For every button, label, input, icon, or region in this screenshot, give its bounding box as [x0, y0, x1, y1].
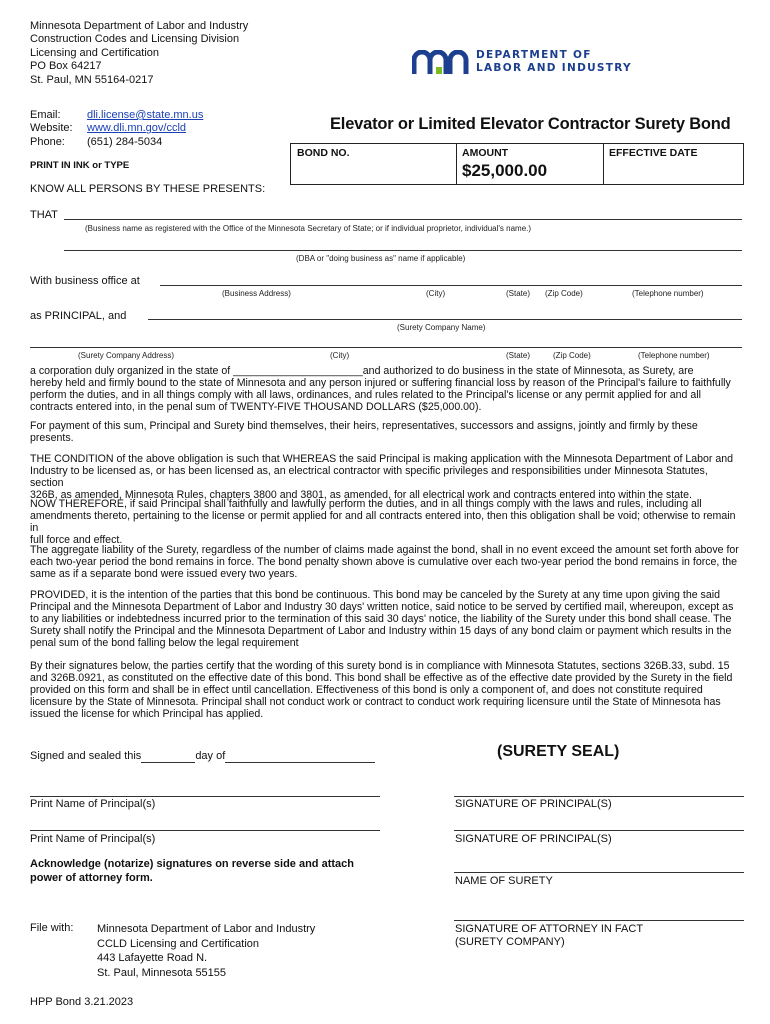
print-name-principal-field-1[interactable] [30, 796, 380, 797]
mn-logo-icon [412, 50, 474, 76]
print-name-principal-label-1: Print Name of Principal(s) [30, 798, 156, 810]
bond-no-field[interactable] [297, 160, 449, 180]
surety-state-caption: (State) [506, 351, 531, 360]
signed-sealed-text: Signed and sealed this day of [30, 750, 375, 763]
amount-value: $25,000.00 [462, 161, 548, 180]
bond-info-table [290, 143, 744, 185]
signature-principal-label-1: SIGNATURE OF PRINCIPAL(S) [455, 798, 612, 810]
acknowledge-note: Acknowledge (notarize) signatures on reverse side and attach power of attorney form. [30, 858, 354, 884]
telephone-caption: (Telephone number) [632, 289, 704, 298]
dli-logo [412, 48, 652, 78]
surety-company-name-field[interactable] [148, 319, 742, 320]
business-name-field[interactable] [64, 219, 742, 220]
signature-principal-field-2[interactable] [454, 830, 744, 831]
know-all-heading: KNOW ALL PERSONS BY THESE PRESENTS: [30, 183, 266, 195]
effective-date-field[interactable] [609, 160, 737, 180]
dba-caption: (DBA or "doing business as" name if applicable) [296, 254, 466, 263]
surety-telephone-caption: (Telephone number) [638, 351, 710, 360]
effective-date-label: EFFECTIVE DATE [609, 147, 698, 159]
state-caption: (State) [506, 289, 531, 298]
contact-info [30, 109, 203, 149]
signature-principal-field-1[interactable] [454, 796, 744, 797]
file-with-address: Minnesota Department of Labor and Industry CCLD Licensing and Certification 443 Lafayette Road N. St. Paul, Minnesota 55155 [97, 923, 316, 979]
as-principal-label: as PRINCIPAL, and [30, 310, 127, 322]
surety-address-field[interactable] [30, 347, 742, 348]
day-field[interactable] [141, 750, 195, 763]
agency-address [30, 20, 248, 87]
address-line: St. Paul, MN 55164-0217 [30, 73, 154, 86]
surety-zip-caption: (Zip Code) [553, 351, 591, 360]
paragraph-now-therefore: NOW THEREFORE, if said Principal shall faithfully and lawfully perform the duties, and in all things comply with the laws and rules, including all amendments thereto, pertaining to the license or permit applied for and all contracts entered into, then this obligation shall be void; otherwise to remain in full force and effect. [30, 498, 736, 546]
that-label: THAT [30, 209, 58, 221]
logo-text-line1: DEPARTMENT OF [476, 49, 592, 61]
print-name-principal-field-2[interactable] [30, 830, 380, 831]
surety-seal-label: (SURETY SEAL) [497, 743, 620, 760]
city-caption: (City) [426, 289, 446, 298]
page-title: Elevator or Limited Elevator Contractor Surety Bond [330, 115, 731, 133]
email-label: Email: [30, 109, 61, 121]
paragraph-condition: THE CONDITION of the above obligation is such that WHEREAS the said Principal is making application with the Minnesota Department of Labor and Industry to be licensed as, or has been licensed as, an electrical contractor with specific privileges and responsibilities under Minnesota Statutes, section 326B, as amended, Minnesota Rules, chapters 3800 and 3801, as amended, for all electrical work and contracts entered into within the state. [30, 453, 734, 501]
dba-field[interactable] [64, 250, 742, 251]
bond-no-label: BOND NO. [297, 147, 350, 159]
address-line: Licensing and Certification [30, 46, 160, 59]
surety-city-caption: (City) [330, 351, 350, 360]
paragraph-payment: For payment of this sum, Principal and Surety bind themselves, their heirs, representatives, successors and assigns, jointly and firmly by these presents. [30, 420, 698, 444]
form-footer: HPP Bond 3.21.2023 [30, 996, 134, 1008]
paragraph-signatures: By their signatures below, the parties certify that the wording of this surety bond is in compliance with Minnesota Statutes, sections 326B.33, subd. 15 and 326B.0921, as constituted on the effective date of this bond. This bond shall be effective as of the effective date provided by the Surety in the field provided on this form and shall be in effect until cancellation. Effectiveness of this bond is only a component of, and does not constitute required licensure by the State of Minnesota. Principal shall not conduct work or contract to conduct work requiring licensure until the State of Minnesota has issued the license for which Principal has applied. [30, 660, 733, 720]
surety-company-name-caption: (Surety Company Name) [397, 323, 486, 332]
business-address-caption: (Business Address) [222, 289, 291, 298]
zip-caption: (Zip Code) [545, 289, 583, 298]
signature-principal-label-2: SIGNATURE OF PRINCIPAL(S) [455, 833, 612, 845]
phone-number: (651) 284-5034 [87, 135, 163, 148]
address-line: PO Box 64217 [30, 60, 102, 73]
name-of-surety-field[interactable] [454, 872, 744, 873]
attorney-in-fact-label: SIGNATURE OF ATTORNEY IN FACT (SURETY COMPANY) [455, 923, 644, 949]
month-field[interactable] [225, 750, 375, 763]
surety-address-caption: (Surety Company Address) [78, 351, 175, 360]
phone-label: Phone: [30, 135, 65, 148]
paragraph-provided: PROVIDED, it is the intention of the parties that this bond be continuous. This bond may be canceled by the Surety at any time upon giving the said Principal and the Minnesota Department of Labor and Industry 30 days' written notice, said notice to be served by certified mail, whereupon, except as to any liabilities or indebtedness incurred prior to the termination of this said 30 days' notice, the liability of the Surety under this bond shall cease. The Surety shall notify the Principal and the Minnesota Department of Labor and Industry within 15 days of any bond claim or payment which results in the penal sum of the bond falling below the legal requirement [30, 589, 734, 649]
file-with-label: File with: [30, 922, 74, 934]
name-of-surety-label: NAME OF SURETY [455, 875, 553, 887]
business-office-label: With business office at [30, 275, 140, 287]
paragraph-obligation: a corporation duly organized in the state of ______________________and authorized to do business in the state of Minnesota, as Surety, are hereby held and firmly bound to the state of Minnesota and any person injured or suffering financial loss by reason of the Principal's failure to faithfully perform the duties, and in all things comply with all laws, ordinances, and rules related to the Principal's license or any permit applied for and all contracts entered into, in the penal sum of TWENTY-FIVE THOUSAND DOLLARS ($25,000.00). [30, 365, 731, 413]
print-name-principal-label-2: Print Name of Principal(s) [30, 833, 156, 845]
business-name-caption: (Business name as registered with the Office of the Minnesota Secretary of State; or if individual proprietor, individual's name.) [85, 224, 532, 233]
email-link[interactable]: dli.license@state.mn.us [87, 109, 204, 121]
amount-label: AMOUNT [462, 147, 509, 159]
print-note: PRINT IN INK or TYPE [30, 160, 130, 171]
attorney-in-fact-signature-field[interactable] [454, 920, 744, 921]
address-line: Minnesota Department of Labor and Industry [30, 20, 249, 32]
logo-text-line2: LABOR AND INDUSTRY [476, 62, 632, 74]
address-line: Construction Codes and Licensing Division [30, 33, 240, 46]
website-label: Website: [30, 122, 73, 135]
paragraph-aggregate-liability: The aggregate liability of the Surety, regardless of the number of claims made against the bond, shall in no event exceed the amount set forth above for each two-year period the bond remains in force. The bond penalty shown above is cumulative over each two-year period the bond remains in force, the same as if a separate bond were issued every two years. [30, 544, 739, 580]
business-address-field[interactable] [160, 285, 742, 286]
website-link[interactable]: www.dli.mn.gov/ccld [87, 122, 187, 135]
